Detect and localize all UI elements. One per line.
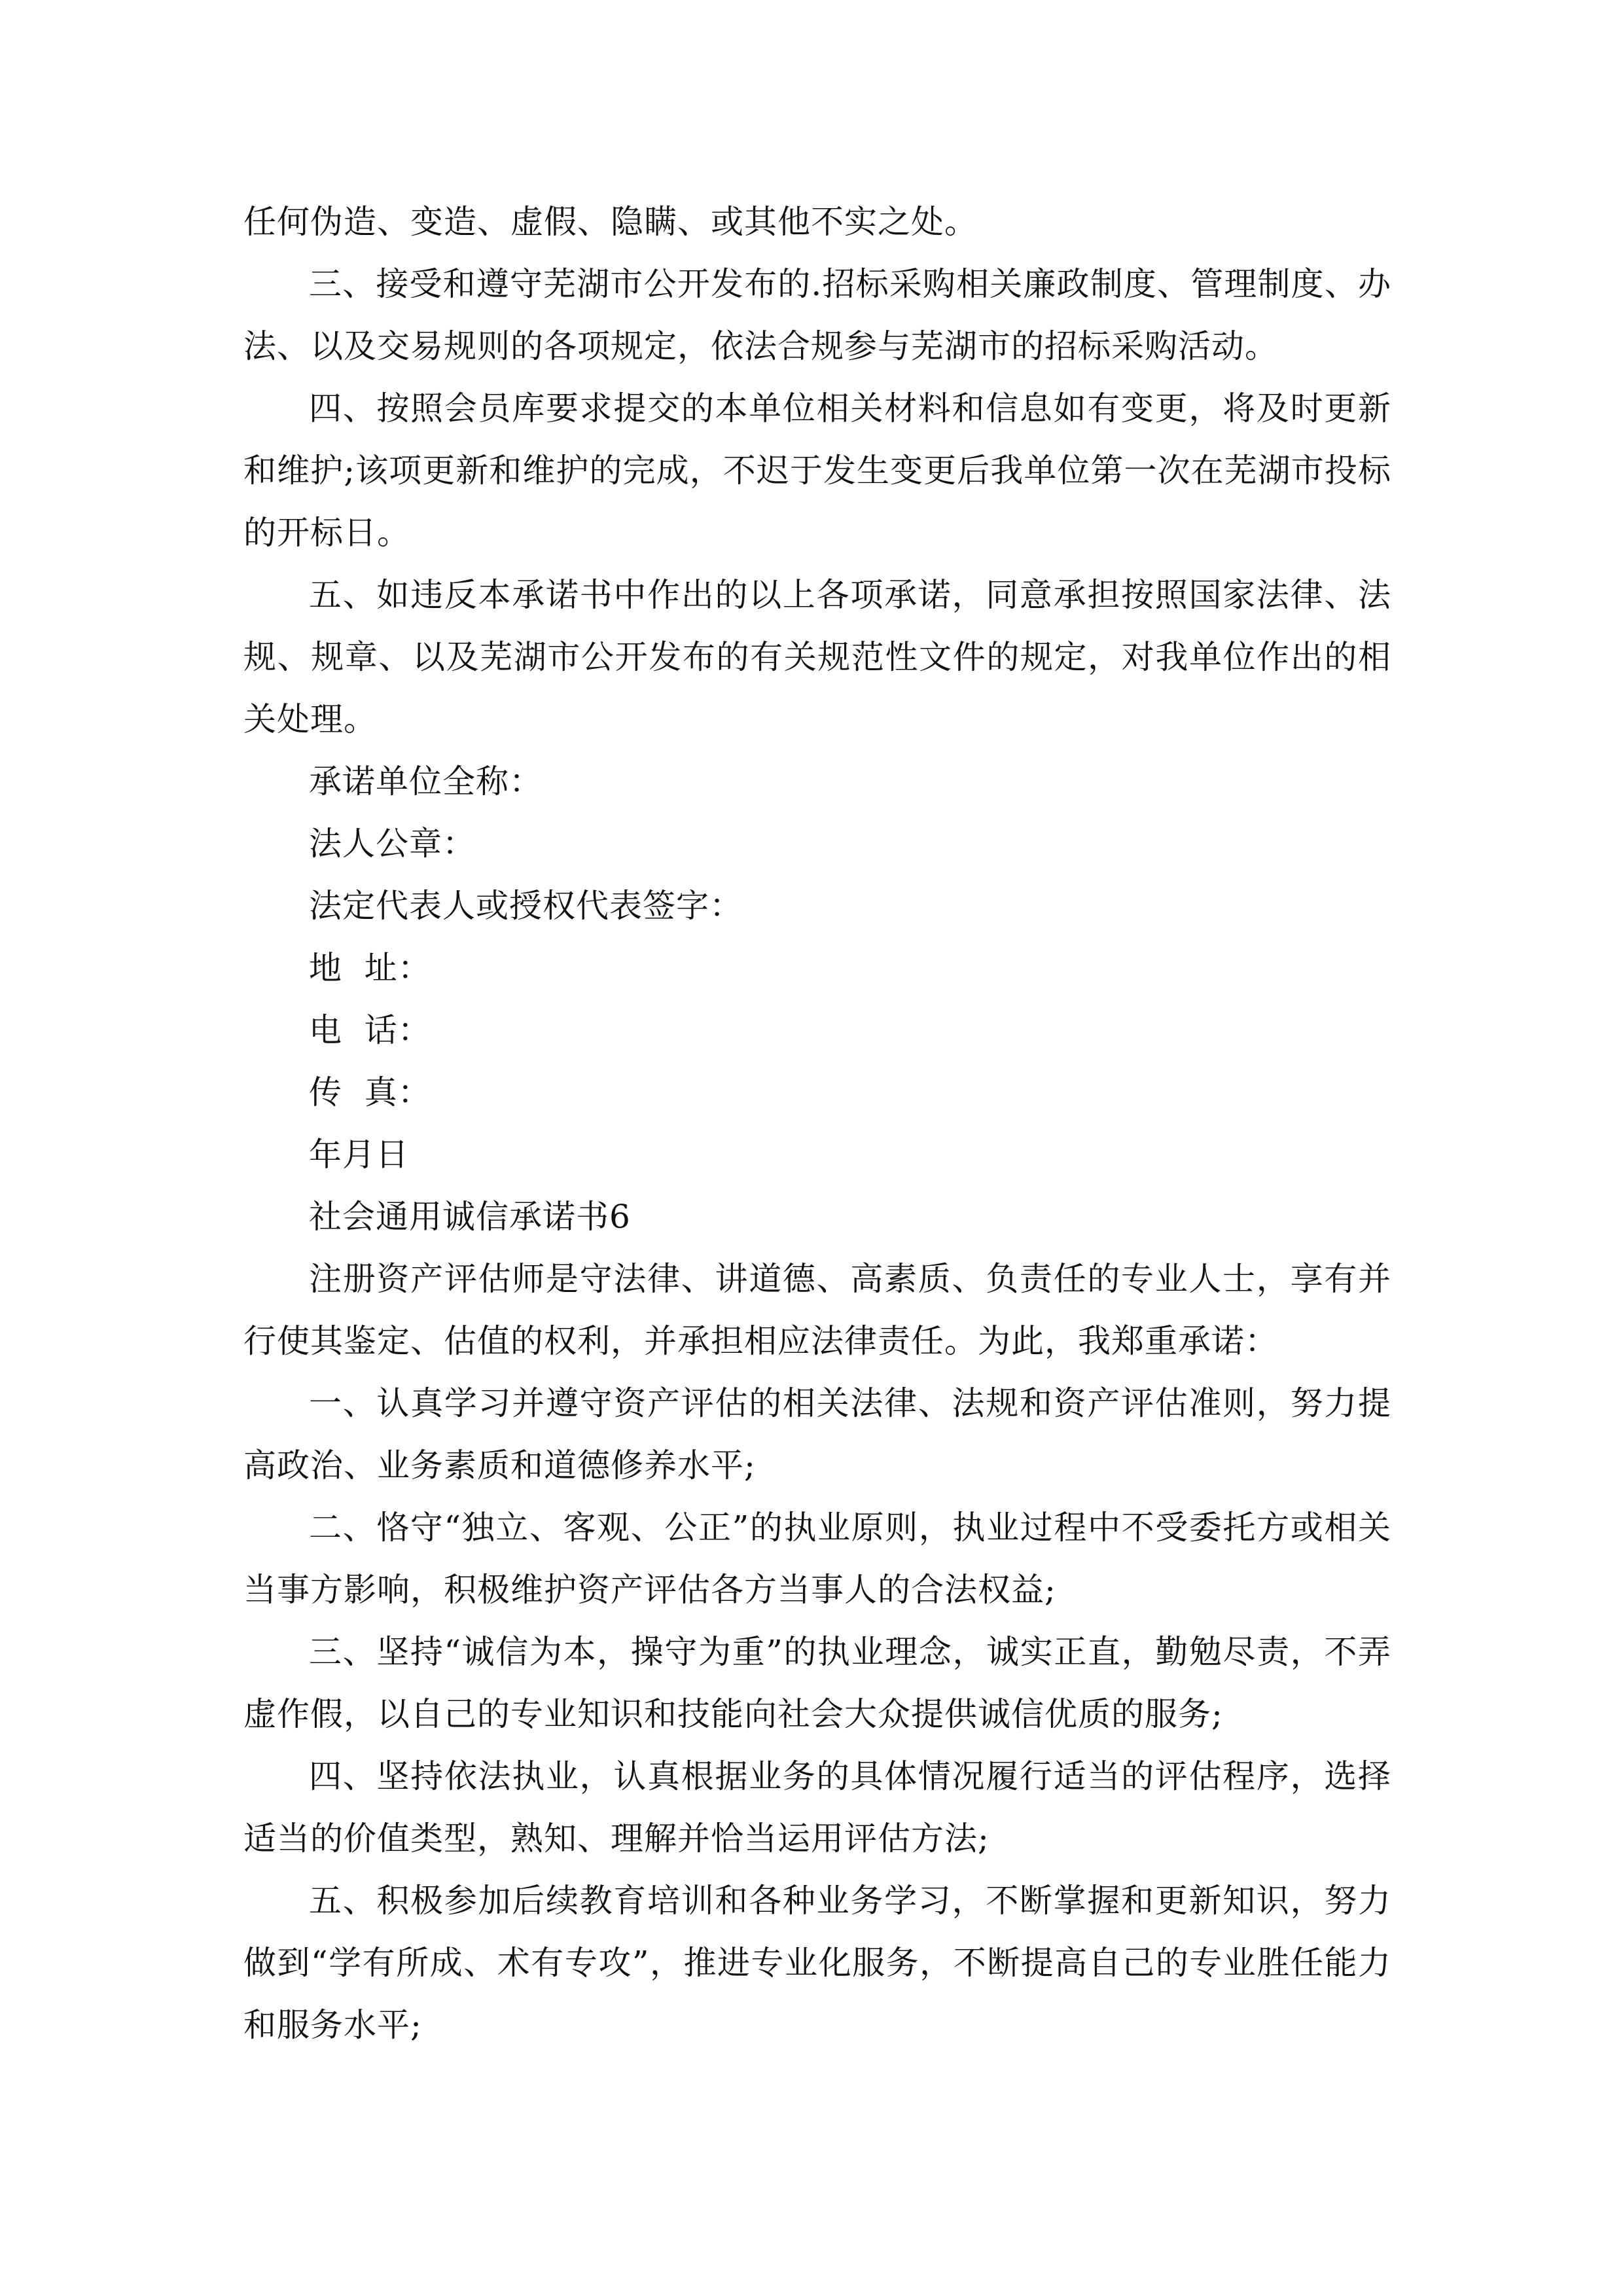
paragraph-continuation: 任何伪造、变造、虚假、隐瞒、或其他不实之处。 [243,203,978,241]
paragraph-commitment-2: 二、恪守“独立、客观、公正”的执业原则，执业过程中不受委托方或相关当事方影响，积极维护资产评估各方当事人的合法权益; [243,1509,1391,1609]
paragraph-commitment-5: 五、积极参加后续教育培训和各种业务学习，不断掌握和更新知识，努力做到“学有所成、术有专攻”，推进专业化服务，不断提高自己的专业胜任能力和服务水平; [243,1882,1391,2044]
field-phone: 电 话： [309,1011,431,1049]
field-fax: 传 真： [309,1073,431,1111]
paragraph-item-4: 四、按照会员库要求提交的本单位相关材料和信息如有变更，将及时更新和维护;该项更新和维护的完成，不迟于发生变更后我单位第一次在芜湖市投标的开标日。 [243,389,1391,552]
paragraph-item-3: 三、接受和遵守芜湖市公开发布的.招标采购相关廉政制度、管理制度、办法、以及交易规则的各项规定，依法合规参与芜湖市的招标采购活动。 [243,265,1391,365]
field-legal-seal: 法人公章： [309,825,476,863]
field-unit-name: 承诺单位全称： [309,762,543,800]
paragraph-commitment-1: 一、认真学习并遵守资产评估的相关法律、法规和资产评估准则，努力提高政治、业务素质和道德修养水平; [243,1384,1391,1484]
section-title: 社会通用诚信承诺书6 [309,1198,631,1236]
document-body [243,191,1391,2056]
field-representative-signature: 法定代表人或授权代表签字： [309,887,743,925]
field-date: 年月日 [309,1136,409,1174]
paragraph-item-5: 五、如违反本承诺书中作出的以上各项承诺，同意承担按照国家法律、法规、规章、以及芜湖市公开发布的有关规范性文件的规定，对我单位作出的相关处理。 [243,576,1391,738]
paragraph-commitment-3: 三、坚持“诚信为本，操守为重”的执业理念，诚实正直，勤勉尽责，不弄虚作假，以自己的专业知识和技能向社会大众提供诚信优质的服务; [243,1633,1391,1733]
paragraph-intro: 注册资产评估师是守法律、讲道德、高素质、负责任的专业人士，享有并行使其鉴定、估值的权利，并承担相应法律责任。为此，我郑重承诺： [243,1260,1391,1360]
paragraph-commitment-4: 四、坚持依法执业，认真根据业务的具体情况履行适当的评估程序，选择适当的价值类型，熟知、理解并恰当运用评估方法; [243,1757,1391,1857]
field-address: 地 址： [309,949,431,987]
